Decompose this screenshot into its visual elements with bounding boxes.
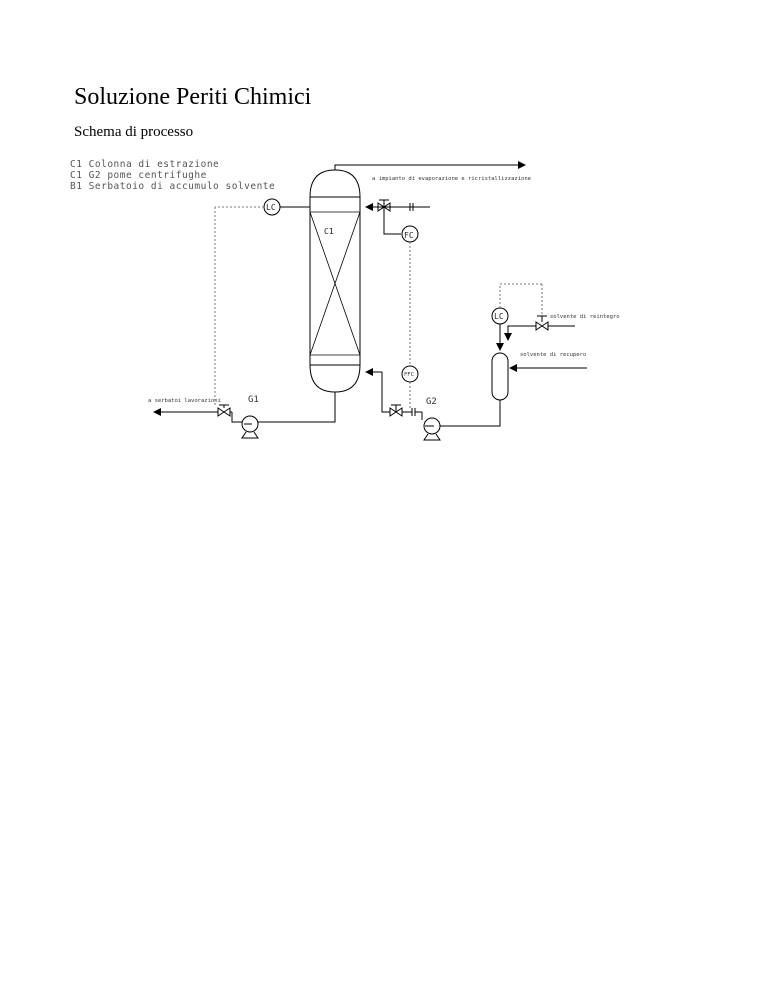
legend-line-1: C1 Colonna di estrazione <box>70 159 220 170</box>
extraction-column <box>310 170 360 392</box>
pump-g1-label: G1 <box>248 395 259 405</box>
reintegro-valve <box>536 316 548 330</box>
left-control-valve <box>218 405 230 416</box>
bottom-control-valve <box>390 405 402 416</box>
solvente-recupero-label: solvente di recupero <box>520 352 587 358</box>
left-outlet-label: a serbatoi lavorazioni <box>148 398 221 404</box>
solvent-tank <box>492 353 508 400</box>
column-label: C1 <box>324 227 334 236</box>
solvente-reintegro-label: solvente di reintegro <box>550 314 620 320</box>
section-heading: Schema di processo <box>74 124 194 140</box>
legend-line-2: C1 G2 pome centrifughe <box>70 170 207 181</box>
page-title: Soluzione Periti Chimici <box>74 84 312 110</box>
pump-g2 <box>424 418 440 440</box>
fc-label: FC <box>404 231 414 240</box>
lc-left-label: LC <box>266 203 276 212</box>
ffc-label: FFC <box>404 372 414 378</box>
top-outlet-label: a impianto di evaporazione e ricristallizzazione <box>372 176 531 182</box>
pump-g1 <box>242 416 258 438</box>
lc-right-label: LC <box>494 312 504 321</box>
legend-line-3: B1 Serbatoio di accumulo solvente <box>70 181 276 192</box>
pump-g2-label: G2 <box>426 397 437 407</box>
process-flow-diagram <box>60 150 660 460</box>
